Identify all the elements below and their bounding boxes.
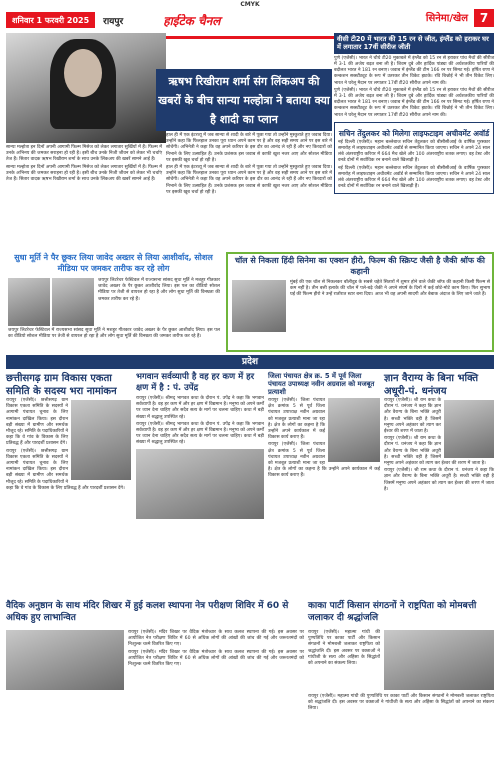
issue-date: शनिवार 1 फरवरी 2025 bbox=[6, 12, 95, 28]
sachin-box bbox=[334, 122, 494, 195]
jackie-shroff-headline: चॉल से निकला हिंदी सिनेमा का एक्शन हीरो, फिल्म की स्क्रिप्ट जैसी है जैकी श्रॉफ की कहानी bbox=[234, 256, 485, 276]
lead-body-right-text: हाल ही में एक इंटरव्यू में जब सान्या से शादी के बारे में पूछा गया तो उन्होंने मुस्कुराते हुए जवाब दिया। उन्होंने कहा कि फिलहाल उनका पूरा ध्यान अपने काम पर है और वह सही समय आने पर इस बारे में सोचेंगी। अभिनेत्री ने कहा कि वह अपने करियर के इस दौर का आनंद ले रही हैं और नए किरदारों को निभाने के लिए उत्साहित हैं। उनके प्रशंसक इस जवाब से काफी खुश नजर आए और सोशल मीडिया पर इसकी खूब चर्चा हो रही है। bbox=[166, 133, 332, 163]
sachin-body-text: नई दिल्ली (एजेंसी)। महान बल्लेबाज सचिन तेंदुलकर को बीसीसीआई के वार्षिक पुरस्कार समारोह में लाइफटाइम अचीवमेंट अवॉर्ड से सम्मानित किया जाएगा। सचिन ने अपने 24 साल लंबे अंतरराष्ट्रीय करियर में 664 मैच खेले और 100 अंतरराष्ट्रीय शतक लगाए। वह टेस्ट और वनडे दोनों में सर्वाधिक रन बनाने वाले खिलाड़ी हैं। bbox=[338, 139, 490, 164]
gyan-vairagya-headline: ज्ञान वैराग्य के बिना भक्ति अधूरी-पं. धनंजय bbox=[384, 373, 479, 397]
sudha-murty-body-text: जयपुर लिटरेचर फेस्टिवल में राज्यसभा सांसद सुधा मूर्ति ने मशहूर गीतकार जावेद अख्तर के पैर छूकर आशीर्वाद लिया। इस पल का वीडियो सोशल मीडिया पर तेजी से वायरल हो रहा है और लोग सुधा मूर्ति की विनम्रता की जमकर तारीफ कर रहे हैं। bbox=[98, 278, 220, 302]
jackie-shroff-body-text: मुंबई की एक चॉल से निकलकर बॉलीवुड के सबसे चहेते सितारों में शुमार होने वाले जैकी श्रॉफ की कहानी किसी फिल्म से कम नहीं है। तीन बत्ती इलाके की चॉल में पले-बढ़े जैकी ने अपने संघर्ष के दिनों में कई छोटे-मोटे काम किए। फिर सुभाष घई की फिल्म हीरो ने उन्हें रातोंरात स्टार बना दिया। आज भी वह अपनी सादगी और बेबाक अंदाज के लिए जाने जाते हैं। bbox=[290, 280, 490, 298]
zila-panchayat-story bbox=[268, 372, 380, 481]
kaka-party-body-text: रायपुर (एजेंसी)। महात्मा गांधी की पुण्यतिथि पर काका पार्टी और किसान संगठनों ने मोमबत्ती जलाकर राष्ट्रपिता को श्रद्धांजलि दी। इस अवसर पर वक्ताओं ने गांधीजी के सत्य और अहिंसा के सिद्धांतों को अपनाने का संकल्प लिया। bbox=[308, 630, 380, 667]
kalash-sthapana-body-text-2: रायपुर (एजेंसी)। मंदिर शिखर पर वैदिक मंत्रोच्चार के साथ कलश स्थापना की गई। इस अवसर पर आयोजित नेत्र परीक्षण शिविर में 60 से अधिक लोगों की आंखों की जांच की गई और जरूरतमंदों को निःशुल्क चश्मे वितरित किए गए। bbox=[128, 649, 304, 668]
gyan-vairagya-photo bbox=[444, 400, 494, 458]
kaka-party-photo bbox=[384, 630, 494, 690]
bhagwan-body bbox=[136, 396, 264, 447]
lead-photo bbox=[6, 33, 166, 143]
jackie-shroff-story bbox=[226, 252, 494, 352]
sports-body-text: पुणे (एजेंसी)। भारत ने चौथे टी20 मुकाबले में इंग्लैंड को 15 रन से हराकर पांच मैचों की सीरीज में 3-1 की अजेय बढ़त बना ली है। शिवम दुबे और हार्दिक पांड्या की अर्धशतकीय पारियों की बदौलत भारत ने 181 रन बनाए। जवाब में इंग्लैंड की टीम 166 रन पर सिमट गई। हर्षित राणा ने कन्कशन सब्स्टीट्यूट के रूप में उतरकर तीन विकेट झटके। रवि बिश्नोई ने भी तीन विकेट लिए। भारत ने घरेलू मैदान पर लगातार 17वीं टी20 सीरीज अपने नाम की। bbox=[334, 55, 494, 86]
candidate-photo bbox=[328, 398, 380, 462]
lead-body-right-text-2: हाल ही में एक इंटरव्यू में जब सान्या से शादी के बारे में पूछा गया तो उन्होंने मुस्कुराते हुए जवाब दिया। उन्होंने कहा कि फिलहाल उनका पूरा ध्यान अपने काम पर है और वह सही समय आने पर इस बारे में सोचेंगी। अभिनेत्री ने कहा कि वह अपने करियर के इस दौर का आनंद ले रही हैं और नए किरदारों को निभाने के लिए उत्साहित हैं। उनके प्रशंसक इस जवाब से काफी खुश नजर आए और सोशल मीडिया पर इसकी खूब चर्चा हो रही है। bbox=[166, 165, 332, 195]
zila-panchayat-body-text: रायपुर (एजेंसी)। जिला पंचायत क्षेत्र क्रमांक 5 से पूर्व जिला पंचायत उपाध्यक्ष नवीन अग्रवाल को मजबूत प्रत्याशी माना जा रहा है। क्षेत्र के लोगों का कहना है कि उन्होंने अपने कार्यकाल में कई विकास कार्य कराए हैं। bbox=[268, 398, 325, 441]
story-photo-2 bbox=[52, 278, 94, 326]
photo-face bbox=[64, 49, 102, 97]
pradesh-section bbox=[6, 372, 494, 770]
masthead bbox=[6, 9, 494, 31]
jackie-shroff-body bbox=[290, 280, 490, 300]
sports-column bbox=[334, 33, 494, 194]
kaka-party-body-lower bbox=[308, 694, 494, 714]
page-number: 7 bbox=[474, 9, 494, 27]
sudha-murty-body-lower-text: जयपुर लिटरेचर फेस्टिवल में राज्यसभा सांसद सुधा मूर्ति ने मशहूर गीतकार जावेद अख्तर के पैर छूकर आशीर्वाद लिया। इस पल का वीडियो सोशल मीडिया पर तेजी से वायरल हो रहा है और लोग सुधा मूर्ति की विनम्रता की जमकर तारीफ कर रहे हैं। bbox=[8, 328, 220, 340]
section-band-pradesh: प्रदेश bbox=[6, 355, 494, 369]
sports-headline: वीसी टी20 में भारत की 15 रन से जीत, इंग्लैंड को हराकर घर में लगातार 17वीं सीरीज जीती bbox=[334, 33, 494, 54]
print-mark: CMYK bbox=[240, 1, 260, 8]
gram-vikas-story bbox=[6, 372, 131, 493]
lead-body-left bbox=[6, 145, 162, 251]
zila-panchayat-body-text-2: रायपुर (एजेंसी)। जिला पंचायत क्षेत्र क्रमांक 5 से पूर्व जिला पंचायत उपाध्यक्ष नवीन अग्रवाल को मजबूत प्रत्याशी माना जा रहा है। क्षेत्र के लोगों का कहना है कि उन्होंने अपने कार्यकाल में कई विकास कार्य कराए हैं। bbox=[268, 442, 380, 479]
kaka-party-body bbox=[308, 630, 380, 668]
bhagwan-body-text: रायपुर (एजेंसी)। श्रीमद् भागवत कथा के दौरान पं. उपेंद्र ने कहा कि भगवान सर्वव्यापी है। वह हर कण में और हर क्षण में विद्यमान है। मनुष्य को अपने कर्मों पर ध्यान देना चाहिए और सदैव सत्य के मार्ग पर चलना चाहिए। कथा में बड़ी संख्या में श्रद्धालु उपस्थित रहे। bbox=[136, 396, 264, 420]
lead-body-left-text: सान्या मल्होत्रा इन दिनों अपनी आगामी फिल्म मिसेज को लेकर लगातार सुर्खियों में हैं। फिल्म में उनके अभिनय की जमकर सराहना हो रही है। इसी बीच उनके निजी जीवन को लेकर भी चर्चाएं तेज हैं। सितार वादक ऋषभ रिखीराम शर्मा के साथ उनके लिंकअप की खबरें सामने आई हैं। bbox=[6, 145, 162, 163]
newspaper-logo: हाईटेक चैनल bbox=[163, 13, 221, 28]
kalash-sthapana-body-text: रायपुर (एजेंसी)। मंदिर शिखर पर वैदिक मंत्रोच्चार के साथ कलश स्थापना की गई। इस अवसर पर आयोजित नेत्र परीक्षण शिविर में 60 से अधिक लोगों की आंखों की जांच की गई और जरूरतमंदों को निःशुल्क चश्मे वितरित किए गए। bbox=[128, 630, 304, 648]
jackie-shroff-photo bbox=[232, 280, 286, 332]
sudha-murty-headline: सुधा मूर्ति ने पैर छूकर लिया जावेद अख्तर से लिया आशीर्वाद, सोशल मीडिया पर जमकर तारीफ कर रहे लोग bbox=[14, 253, 213, 273]
gram-vikas-body-text: रायपुर (एजेंसी)। छत्तीसगढ़ ग्राम विकास एकता समिति के सदस्यों ने आगामी पंचायत चुनाव के लिए नामांकन दाखिल किया। इस दौरान बड़ी संख्या में ग्रामीण और समर्थक मौजूद रहे। समिति के पदाधिकारियों ने कहा कि वे गांव के विकास के लिए प्रतिबद्ध हैं और पारदर्शी प्रशासन देंगे। bbox=[6, 398, 68, 447]
sachin-headline: सचिन तेंदुलकर को मिलेगा लाइफटाइम अचीवमेंट अवॉर्ड bbox=[338, 128, 490, 138]
kalash-sthapana-headline: वैदिक अनुष्ठान के साथ मंदिर शिखर में हुई कलश स्थापना नेत्र परीक्षण शिविर में 60 से अधिक हुए लाभान्वित bbox=[6, 601, 289, 623]
lead-headline-box bbox=[156, 69, 332, 131]
bhagwan-photo bbox=[136, 449, 264, 519]
sudha-murty-body-lower bbox=[8, 328, 220, 341]
kaka-party-headline: काका पार्टी किसान संगठनों ने राष्ट्रपिता को मोमबत्ती जलाकर दी श्रद्धांजलि bbox=[308, 601, 477, 623]
kalash-sthapana-photo bbox=[6, 630, 124, 690]
lead-body-left-text-2: सान्या मल्होत्रा इन दिनों अपनी आगामी फिल्म मिसेज को लेकर लगातार सुर्खियों में हैं। फिल्म में उनके अभिनय की जमकर सराहना हो रही है। इसी बीच उनके निजी जीवन को लेकर भी चर्चाएं तेज हैं। सितार वादक ऋषभ रिखीराम शर्मा के साथ उनके लिंकअप की खबरें सामने आई हैं। bbox=[6, 164, 162, 183]
kalash-sthapana-body bbox=[128, 630, 304, 669]
lead-story bbox=[6, 33, 331, 251]
gyan-vairagya-story bbox=[384, 372, 494, 494]
sports-body-text-2: पुणे (एजेंसी)। भारत ने चौथे टी20 मुकाबले में इंग्लैंड को 15 रन से हराकर पांच मैचों की सीरीज में 3-1 की अजेय बढ़त बना ली है। शिवम दुबे और हार्दिक पांड्या की अर्धशतकीय पारियों की बदौलत भारत ने 181 रन बनाए। जवाब में इंग्लैंड की टीम 166 रन पर सिमट गई। हर्षित राणा ने कन्कशन सब्स्टीट्यूट के रूप में उतरकर तीन विकेट झटके। रवि बिश्नोई ने भी तीन विकेट लिए। भारत ने घरेलू मैदान पर लगातार 17वीं टी20 सीरीज अपने नाम की। bbox=[334, 87, 494, 118]
gyan-vairagya-body-text: रायपुर (एजेंसी)। श्री राम कथा के दौरान पं. धनंजय ने कहा कि ज्ञान और वैराग्य के बिना भक्ति अधूरी है। सच्ची भक्ति वही है जिसमें मनुष्य अपने अहंकार को त्याग कर ईश्वर की शरण में जाता है। bbox=[384, 398, 441, 435]
sudha-murty-story bbox=[6, 252, 221, 352]
sachin-body bbox=[338, 140, 490, 191]
kaka-party-body-lower-text: रायपुर (एजेंसी)। महात्मा गांधी की पुण्यतिथि पर काका पार्टी और किसान संगठनों ने मोमबत्ती जलाकर राष्ट्रपिता को श्रद्धांजलि दी। इस अवसर पर वक्ताओं ने गांधीजी के सत्य और अहिंसा के सिद्धांतों को अपनाने का संकल्प लिया। bbox=[308, 694, 494, 712]
edition-city: रायपुर bbox=[103, 16, 124, 27]
story-photo-1 bbox=[8, 278, 50, 326]
gram-vikas-headline: छत्तीसगढ़ ग्राम विकास एकता समिति के सदस्य भरा नामांकन bbox=[6, 373, 117, 397]
sachin-body-text-2: नई दिल्ली (एजेंसी)। महान बल्लेबाज सचिन तेंदुलकर को बीसीसीआई के वार्षिक पुरस्कार समारोह में लाइफटाइम अचीवमेंट अवॉर्ड से सम्मानित किया जाएगा। सचिन ने अपने 24 साल लंबे अंतरराष्ट्रीय करियर में 664 मैच खेले और 100 अंतरराष्ट्रीय शतक लगाए। वह टेस्ट और वनडे दोनों में सर्वाधिक रन बनाने वाले खिलाड़ी हैं। bbox=[338, 165, 490, 190]
bhagwan-story bbox=[136, 372, 264, 519]
gram-vikas-photo bbox=[71, 400, 131, 480]
sudha-murty-body bbox=[98, 278, 220, 304]
gram-vikas-body-text-2: रायपुर (एजेंसी)। छत्तीसगढ़ ग्राम विकास एकता समिति के सदस्यों ने आगामी पंचायत चुनाव के लिए नामांकन दाखिल किया। इस दौरान बड़ी संख्या में ग्रामीण और समर्थक मौजूद रहे। समिति के पदाधिकारियों ने कहा कि वे गांव के विकास के लिए प्रतिबद्ध हैं और पारदर्शी प्रशासन देंगे। bbox=[6, 448, 125, 491]
sports-body bbox=[334, 56, 494, 119]
bhagwan-headline: भगवान सर्वव्यापी है वह हर कण में हर क्षण में है : पं. उपेंद्र bbox=[136, 372, 255, 393]
mid-stories bbox=[6, 252, 494, 352]
zila-panchayat-headline: जिला पंचायत क्षेत्र क्र. 5 में पूर्व जिला पंचायत उपाध्यक्ष नवीन अग्रवाल को मजबूत प्रत्याशी bbox=[268, 372, 375, 396]
gyan-vairagya-body-text-2: रायपुर (एजेंसी)। श्री राम कथा के दौरान पं. धनंजय ने कहा कि ज्ञान और वैराग्य के बिना भक्ति अधूरी है। सच्ची भक्ति वही है जिसमें मनुष्य अपने अहंकार को त्याग कर ईश्वर की शरण में जाता है। bbox=[384, 436, 486, 467]
bhagwan-body-text-2: रायपुर (एजेंसी)। श्रीमद् भागवत कथा के दौरान पं. उपेंद्र ने कहा कि भगवान सर्वव्यापी है। वह हर कण में और हर क्षण में विद्यमान है। मनुष्य को अपने कर्मों पर ध्यान देना चाहिए और सदैव सत्य के मार्ग पर चलना चाहिए। कथा में बड़ी संख्या में श्रद्धालु उपस्थित रहे। bbox=[136, 421, 264, 446]
section-name: सिनेमा/खेल bbox=[425, 13, 468, 24]
lead-headline: ऋषभ रिखीराम शर्मा संग लिंकअप की खबरों के बीच सान्या मल्होत्रा ने बताया क्या है शादी का प्लान bbox=[158, 75, 330, 126]
gyan-vairagya-body-text-3: रायपुर (एजेंसी)। श्री राम कथा के दौरान पं. धनंजय ने कहा कि ज्ञान और वैराग्य के बिना भक्ति अधूरी है। सच्ची भक्ति वही है जिसमें मनुष्य अपने अहंकार को त्याग कर ईश्वर की शरण में जाता है। bbox=[384, 468, 494, 492]
